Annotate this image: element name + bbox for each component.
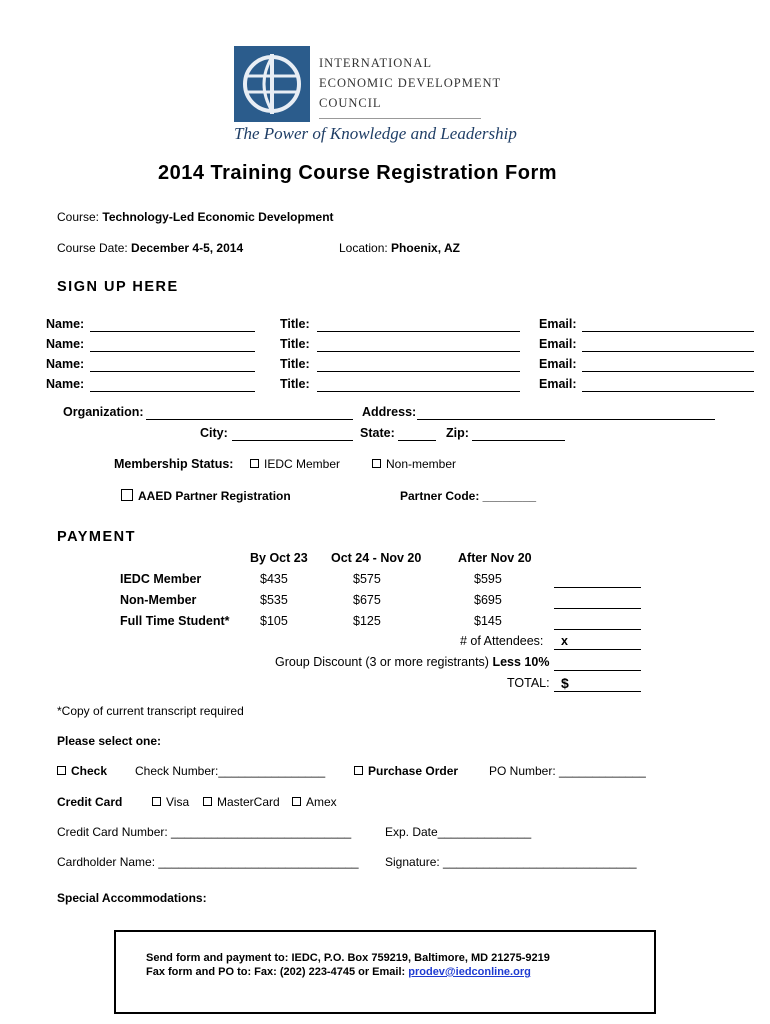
- title-field[interactable]: [317, 391, 520, 392]
- mastercard-option[interactable]: [203, 795, 280, 809]
- course-date-row: [57, 241, 243, 255]
- select-one-label: Please select one:: [57, 734, 162, 748]
- group-discount-row: [275, 655, 549, 669]
- fee-price: $535: [260, 593, 288, 607]
- email-label: Email:: [539, 337, 577, 351]
- title-field[interactable]: [317, 331, 520, 332]
- mastercard-label: MasterCard: [217, 795, 280, 809]
- org-name-line1: INTERNATIONAL: [319, 56, 432, 70]
- fee-price: $675: [353, 593, 381, 607]
- non-member-option[interactable]: [372, 457, 456, 471]
- check-number-field[interactable]: Check Number:________________: [135, 764, 326, 778]
- special-accommodations-label: Special Accommodations:: [57, 891, 207, 905]
- org-name-line3: COUNCIL: [319, 96, 382, 110]
- mailing-instructions-box: [114, 930, 656, 1014]
- purchase-order-checkbox[interactable]: [354, 766, 363, 775]
- fax-line: [146, 966, 531, 978]
- attendees-field[interactable]: [554, 649, 641, 650]
- payment-heading: PAYMENT: [57, 529, 136, 545]
- logo-tagline: The Power of Knowledge and Leadership: [234, 124, 517, 143]
- name-field[interactable]: [90, 391, 255, 392]
- title-field[interactable]: [317, 371, 520, 372]
- iedc-member-checkbox[interactable]: [250, 459, 259, 468]
- title-label: Title:: [280, 377, 310, 391]
- signup-heading: SIGN UP HERE: [57, 279, 179, 295]
- fee-price: $595: [474, 572, 502, 586]
- organization-field[interactable]: [146, 419, 353, 420]
- name-field[interactable]: [90, 331, 255, 332]
- credit-card-label: Credit Card: [57, 795, 123, 809]
- visa-checkbox[interactable]: [152, 797, 161, 806]
- location-label: Location:: [339, 241, 388, 255]
- fax-line-text: Fax form and PO to: Fax: (202) 223-4745 or Email:: [146, 966, 409, 978]
- title-label: Title:: [280, 357, 310, 371]
- attendees-x: x: [561, 634, 568, 648]
- title-field[interactable]: [317, 351, 520, 352]
- fee-price: $695: [474, 593, 502, 607]
- col-after-nov20: After Nov 20: [458, 551, 532, 565]
- name-field[interactable]: [90, 371, 255, 372]
- signature-field[interactable]: Signature: _____________________________: [385, 855, 637, 869]
- aaed-partner-checkbox[interactable]: [121, 489, 133, 501]
- purchase-order-label: Purchase Order: [368, 764, 459, 778]
- organization-label: Organization:: [63, 405, 144, 419]
- address-label: Address:: [362, 405, 417, 419]
- page-title: 2014 Training Course Registration Form: [157, 162, 558, 184]
- fee-row-label: Full Time Student*: [120, 614, 230, 628]
- fee-amount-field[interactable]: [554, 587, 641, 588]
- fee-price: $145: [474, 614, 502, 628]
- aaed-partner-label: AAED Partner Registration: [138, 489, 291, 503]
- mail-to-line: Send form and payment to: IEDC, P.O. Box 759219, Baltimore, MD 21275-9219: [146, 952, 550, 964]
- total-label: TOTAL:: [507, 676, 550, 690]
- address-field[interactable]: [417, 419, 715, 420]
- state-field[interactable]: [398, 440, 436, 441]
- non-member-checkbox[interactable]: [372, 459, 381, 468]
- course-date-value: December 4-5, 2014: [131, 241, 244, 255]
- email-label: Email:: [539, 357, 577, 371]
- check-option[interactable]: [57, 764, 107, 778]
- email-field[interactable]: [582, 351, 754, 352]
- email-field[interactable]: [582, 391, 754, 392]
- check-label: Check: [71, 764, 108, 778]
- total-field[interactable]: [554, 691, 641, 692]
- course-value: Technology-Led Economic Development: [102, 210, 334, 224]
- fee-price: $435: [260, 572, 288, 586]
- fee-amount-field[interactable]: [554, 629, 641, 630]
- total-currency: $: [561, 675, 569, 691]
- email-link[interactable]: prodev@iedconline.org: [408, 966, 531, 978]
- discount-field[interactable]: [554, 670, 641, 671]
- name-label: Name:: [46, 337, 85, 351]
- fee-amount-field[interactable]: [554, 608, 641, 609]
- purchase-order-option[interactable]: [354, 764, 458, 778]
- non-member-label: Non-member: [386, 457, 457, 471]
- location-value: Phoenix, AZ: [391, 241, 460, 255]
- name-field[interactable]: [90, 351, 255, 352]
- title-label: Title:: [280, 317, 310, 331]
- fee-price: $105: [260, 614, 288, 628]
- email-label: Email:: [539, 377, 577, 391]
- name-label: Name:: [46, 357, 85, 371]
- po-number-field[interactable]: PO Number: _____________: [489, 764, 646, 778]
- group-discount-label: Group Discount (3 or more registrants): [275, 655, 489, 669]
- title-label: Title:: [280, 337, 310, 351]
- fee-row-label: IEDC Member: [120, 572, 202, 586]
- amex-option[interactable]: [292, 795, 337, 809]
- aaed-partner-option[interactable]: [121, 489, 291, 503]
- city-label: City:: [200, 426, 228, 440]
- fee-row-label: Non-Member: [120, 593, 197, 607]
- iedc-member-label: IEDC Member: [264, 457, 341, 471]
- course-label: Course:: [57, 210, 100, 224]
- mastercard-checkbox[interactable]: [203, 797, 212, 806]
- iedc-member-option[interactable]: [250, 457, 340, 471]
- name-label: Name:: [46, 317, 85, 331]
- state-label: State:: [360, 426, 395, 440]
- col-by-oct23: By Oct 23: [250, 551, 308, 565]
- cardholder-field[interactable]: Cardholder Name: ______________________________: [57, 855, 359, 869]
- visa-option[interactable]: [152, 795, 189, 809]
- location-row: [339, 241, 460, 255]
- city-field[interactable]: [232, 440, 353, 441]
- transcript-note: *Copy of current transcript required: [57, 704, 244, 718]
- fee-price: $575: [353, 572, 381, 586]
- attendees-label: # of Attendees:: [460, 634, 544, 648]
- name-label: Name:: [46, 377, 85, 391]
- course-row: [57, 210, 334, 224]
- partner-code-field[interactable]: Partner Code: ________: [400, 489, 537, 503]
- fee-price: $125: [353, 614, 381, 628]
- zip-label: Zip:: [446, 426, 469, 440]
- membership-status-label: Membership Status:: [114, 457, 234, 471]
- amex-label: Amex: [306, 795, 337, 809]
- check-checkbox[interactable]: [57, 766, 66, 775]
- email-label: Email:: [539, 317, 577, 331]
- amex-checkbox[interactable]: [292, 797, 301, 806]
- logo-divider: [319, 118, 481, 119]
- iedc-logo-mark: [234, 46, 310, 122]
- globe-icon: [234, 46, 310, 122]
- org-name-line2: ECONOMIC DEVELOPMENT: [319, 76, 502, 90]
- cc-number-field[interactable]: Credit Card Number: ___________________________: [57, 825, 352, 839]
- col-oct24-nov20: Oct 24 - Nov 20: [331, 551, 422, 565]
- visa-label: Visa: [166, 795, 190, 809]
- course-date-label: Course Date:: [57, 241, 128, 255]
- email-field[interactable]: [582, 331, 754, 332]
- email-field[interactable]: [582, 371, 754, 372]
- group-discount-value: Less 10%: [492, 655, 550, 669]
- zip-field[interactable]: [472, 440, 565, 441]
- exp-date-field[interactable]: Exp. Date______________: [385, 825, 532, 839]
